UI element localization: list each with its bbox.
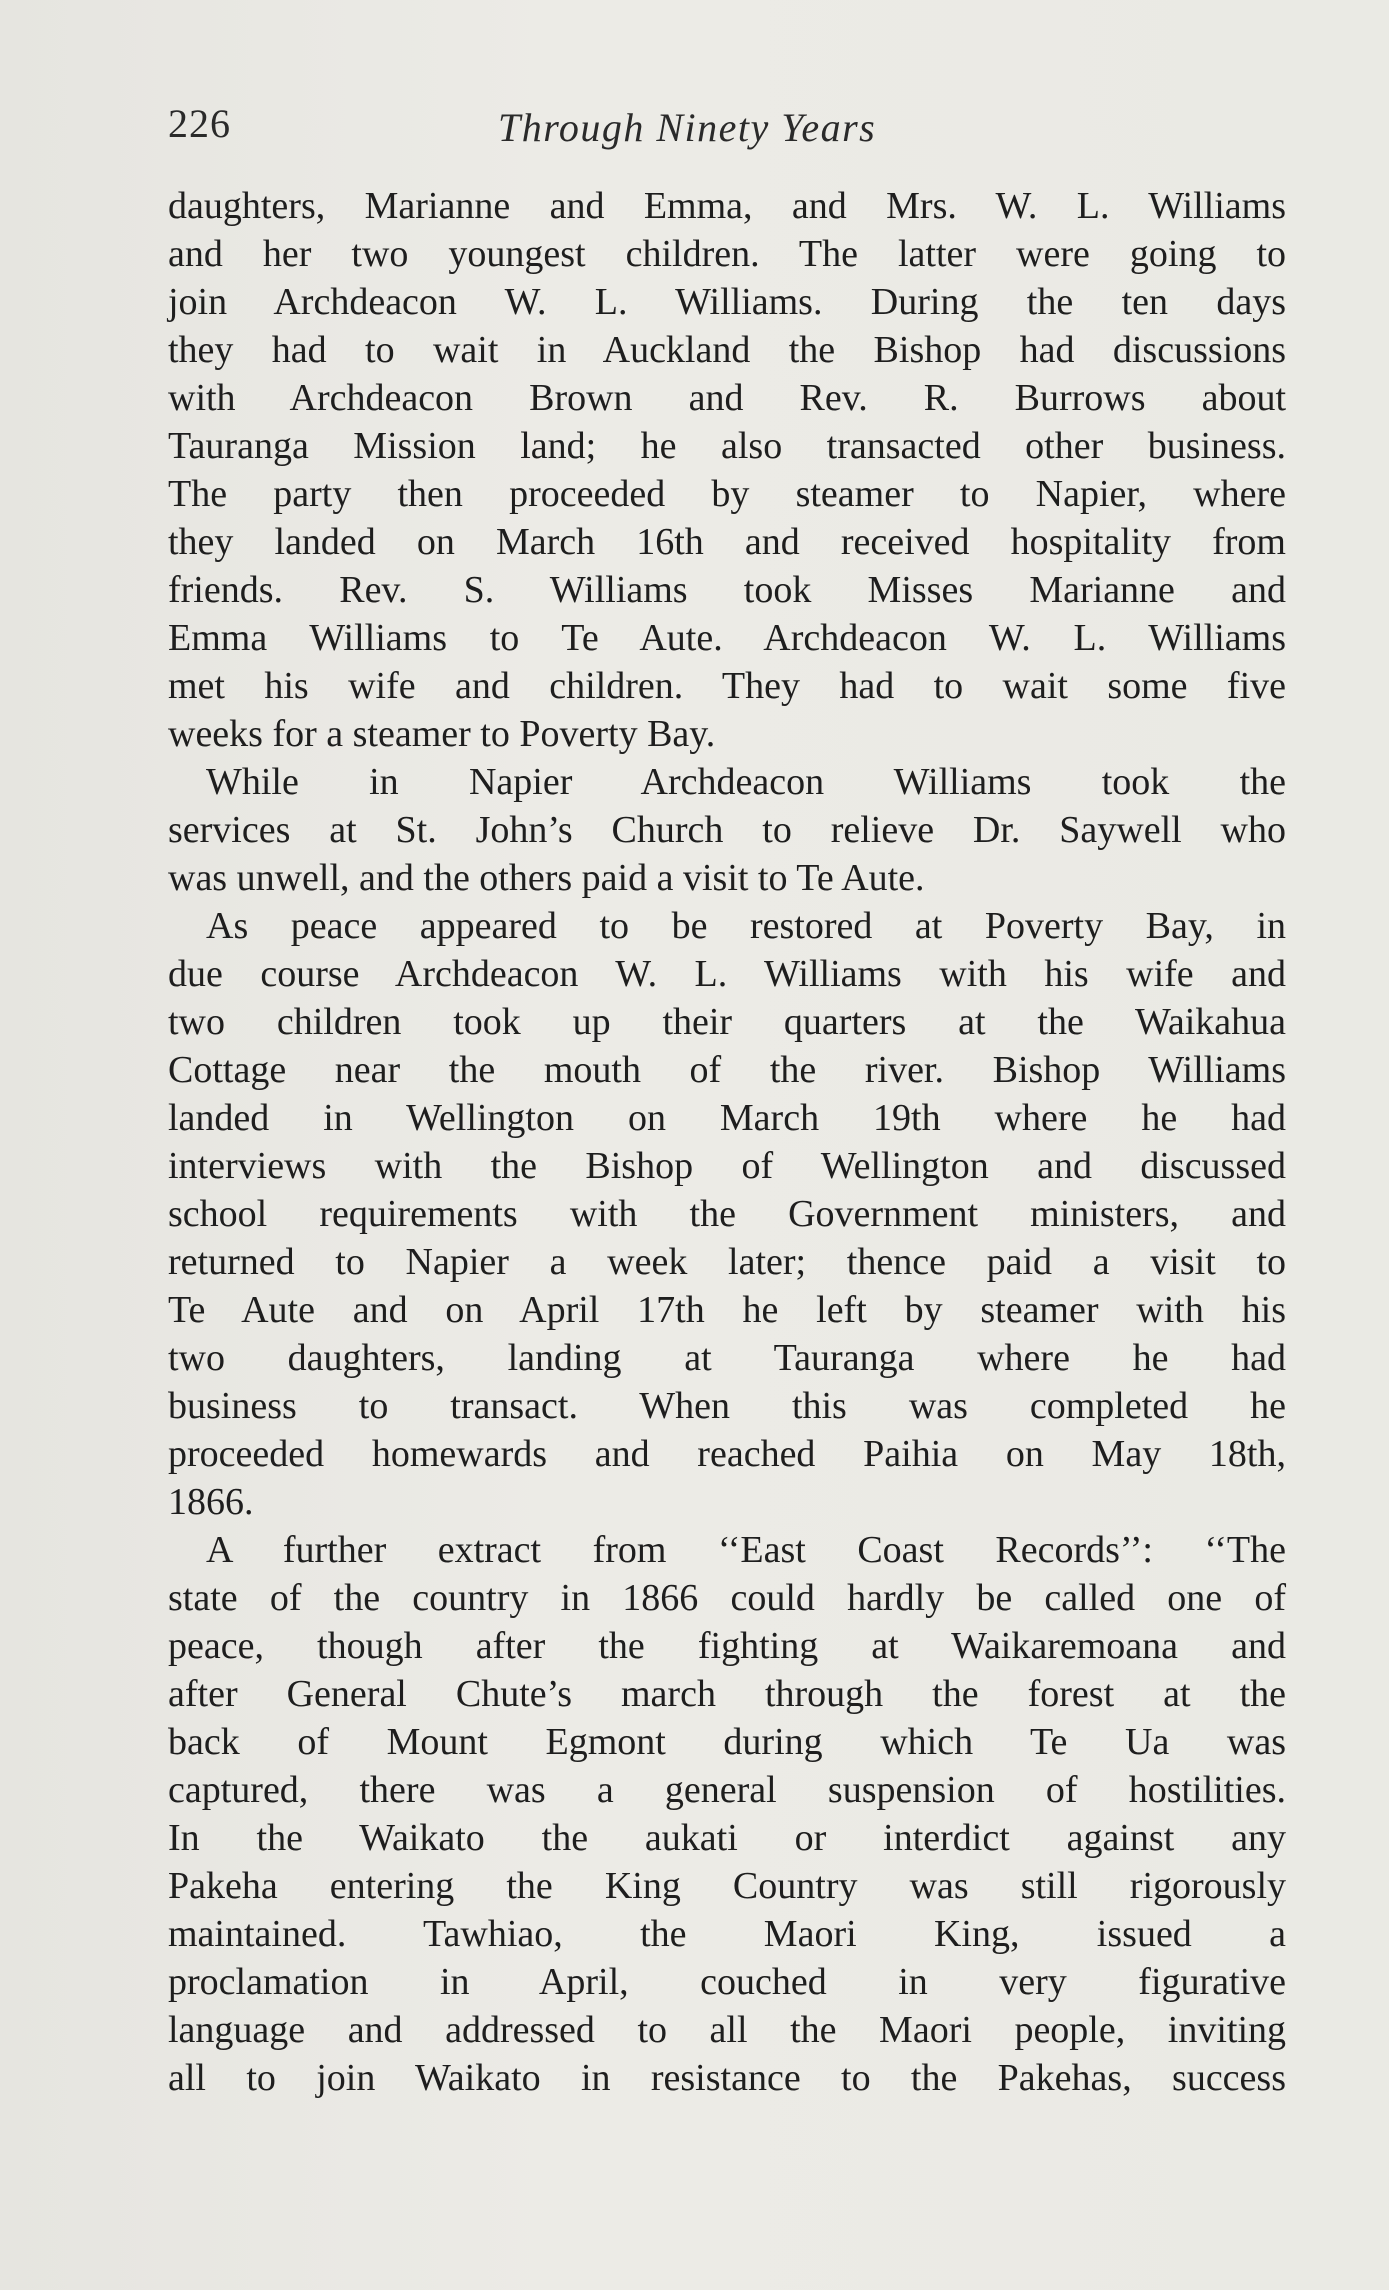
page-header (168, 100, 1288, 156)
text-line: maintained. Tawhiao, the Maori King, issued a (168, 1913, 1286, 1955)
text-line: services at St. John’s Church to relieve Dr. Saywell who (168, 809, 1286, 851)
body-text (168, 182, 1286, 2102)
text-line: Emma Williams to Te Aute. Archdeacon W. L. Williams (168, 617, 1286, 659)
text-line: they had to wait in Auckland the Bishop had discussions (168, 329, 1286, 371)
page-number: 226 (168, 101, 231, 146)
text-line: was unwell, and the others paid a visit to Te Aute. (168, 857, 925, 899)
text-line: Te Aute and on April 17th he left by steamer with his (168, 1289, 1286, 1331)
text-line: they landed on March 16th and received hospitality from (168, 521, 1286, 563)
text-line: Tauranga Mission land; he also transacted other business. (168, 425, 1286, 467)
text-line: proclamation in April, couched in very figurative (168, 1961, 1286, 2003)
text-line: Pakeha entering the King Country was still rigorously (168, 1865, 1286, 1907)
text-line: after General Chute’s march through the forest at the (168, 1673, 1286, 1715)
text-line: 1866. (168, 1481, 254, 1523)
text-line: and her two youngest children. The latter were going to (168, 233, 1286, 275)
text-line: with Archdeacon Brown and Rev. R. Burrows about (168, 377, 1286, 419)
text-line: language and addressed to all the Maori people, inviting (168, 2009, 1286, 2051)
text-line: daughters, Marianne and Emma, and Mrs. W. L. Williams (168, 185, 1286, 227)
text-line: join Archdeacon W. L. Williams. During the ten days (168, 281, 1286, 323)
text-line: peace, though after the fighting at Waikaremoana and (168, 1625, 1286, 1667)
text-line: due course Archdeacon W. L. Williams with his wife and (168, 953, 1286, 995)
text-line: landed in Wellington on March 19th where he had (168, 1097, 1286, 1139)
text-line: returned to Napier a week later; thence paid a visit to (168, 1241, 1286, 1283)
text-line: school requirements with the Government ministers, and (168, 1193, 1286, 1235)
text-line: As peace appeared to be restored at Poverty Bay, in (168, 905, 1286, 947)
text-line: weeks for a steamer to Poverty Bay. (168, 713, 716, 755)
text-line: friends. Rev. S. Williams took Misses Marianne and (168, 569, 1286, 611)
text-line: Cottage near the mouth of the river. Bishop Williams (168, 1049, 1286, 1091)
text-line: proceeded homewards and reached Paihia on May 18th, (168, 1433, 1286, 1475)
text-line: back of Mount Egmont during which Te Ua was (168, 1721, 1286, 1763)
text-line: A further extract from ‘‘East Coast Records’’: ‘‘The (168, 1529, 1286, 1571)
text-line: met his wife and children. They had to wait some five (168, 665, 1286, 707)
text-line: While in Napier Archdeacon Williams took the (168, 761, 1286, 803)
text-line: The party then proceeded by steamer to Napier, where (168, 473, 1286, 515)
running-title: Through Ninety Years (498, 105, 877, 150)
text-line: two children took up their quarters at the Waikahua (168, 1001, 1286, 1043)
text-line: interviews with the Bishop of Wellington and discussed (168, 1145, 1286, 1187)
text-line: business to transact. When this was completed he (168, 1385, 1286, 1427)
text-line: state of the country in 1866 could hardly be called one of (168, 1577, 1286, 1619)
text-line: captured, there was a general suspension of hostilities. (168, 1769, 1286, 1811)
text-line: In the Waikato the aukati or interdict against any (168, 1817, 1286, 1859)
text-line: all to join Waikato in resistance to the Pakehas, success (168, 2057, 1286, 2099)
text-line: two daughters, landing at Tauranga where he had (168, 1337, 1286, 1379)
